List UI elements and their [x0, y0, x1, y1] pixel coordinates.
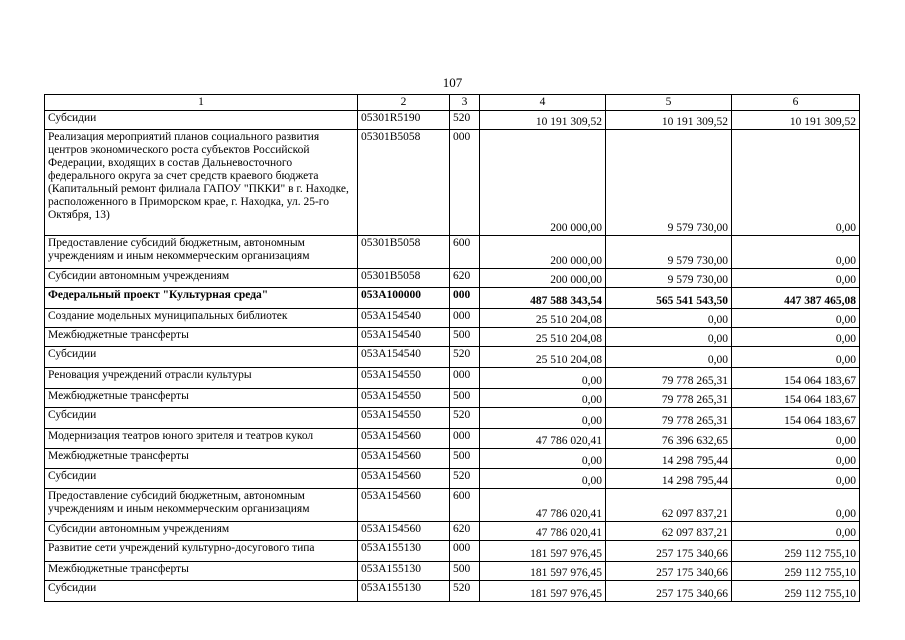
- row-value-3: 0,00: [732, 328, 860, 347]
- row-name: Модернизация театров юного зрителя и театров кукол: [45, 429, 358, 449]
- row-value-1: 0,00: [480, 368, 606, 389]
- row-code: 05301B5058: [358, 130, 450, 236]
- row-name: Субсидии: [45, 581, 358, 602]
- row-value-1: 0,00: [480, 408, 606, 429]
- row-code: 05301R5190: [358, 111, 450, 130]
- row-value-3: 154 064 183,67: [732, 408, 860, 429]
- row-value-3: 0,00: [732, 269, 860, 288]
- row-group-code: 500: [450, 328, 480, 347]
- row-group-code: 520: [450, 347, 480, 368]
- row-value-2: 10 191 309,52: [606, 111, 732, 130]
- row-value-2: 79 778 265,31: [606, 408, 732, 429]
- row-code: 053A154560: [358, 469, 450, 489]
- row-value-3: 10 191 309,52: [732, 111, 860, 130]
- row-value-3: 0,00: [732, 469, 860, 489]
- row-value-1: 487 588 343,54: [480, 288, 606, 309]
- row-value-3: 0,00: [732, 449, 860, 469]
- row-code: 053A154540: [358, 309, 450, 328]
- table-row: [45, 130, 860, 236]
- row-group-code: 520: [450, 111, 480, 130]
- row-group-code: 000: [450, 288, 480, 309]
- row-value-2: 9 579 730,00: [606, 130, 732, 236]
- row-value-1: 200 000,00: [480, 269, 606, 288]
- table-row: [45, 429, 860, 449]
- row-value-3: 154 064 183,67: [732, 389, 860, 408]
- table-row: [45, 288, 860, 309]
- column-header: 4: [480, 95, 606, 111]
- row-value-1: 47 786 020,41: [480, 522, 606, 541]
- table-row: [45, 236, 860, 269]
- row-value-1: 0,00: [480, 389, 606, 408]
- row-value-1: 25 510 204,08: [480, 309, 606, 328]
- row-name: Межбюджетные трансферты: [45, 449, 358, 469]
- row-group-code: 500: [450, 562, 480, 581]
- row-value-2: 565 541 543,50: [606, 288, 732, 309]
- row-group-code: 500: [450, 389, 480, 408]
- row-name: Субсидии автономным учреждениям: [45, 522, 358, 541]
- row-value-2: 257 175 340,66: [606, 541, 732, 562]
- row-value-3: 0,00: [732, 309, 860, 328]
- row-group-code: 000: [450, 368, 480, 389]
- row-code: 053A154540: [358, 328, 450, 347]
- row-group-code: 500: [450, 449, 480, 469]
- row-group-code: 520: [450, 408, 480, 429]
- row-group-code: 620: [450, 269, 480, 288]
- budget-table: [44, 94, 860, 602]
- row-group-code: 520: [450, 469, 480, 489]
- row-code: 053A154550: [358, 368, 450, 389]
- row-name: Субсидии: [45, 408, 358, 429]
- table-row: [45, 469, 860, 489]
- table-row: [45, 522, 860, 541]
- table-row: [45, 541, 860, 562]
- column-header: 6: [732, 95, 860, 111]
- row-value-2: 79 778 265,31: [606, 368, 732, 389]
- row-name: Межбюджетные трансферты: [45, 562, 358, 581]
- row-value-1: 181 597 976,45: [480, 581, 606, 602]
- row-value-2: 79 778 265,31: [606, 389, 732, 408]
- row-name: Создание модельных муниципальных библиотек: [45, 309, 358, 328]
- row-value-3: 0,00: [732, 347, 860, 368]
- row-group-code: 620: [450, 522, 480, 541]
- row-name: Реновация учреждений отрасли культуры: [45, 368, 358, 389]
- table-row: [45, 347, 860, 368]
- row-value-3: 0,00: [732, 489, 860, 522]
- column-header: 5: [606, 95, 732, 111]
- row-group-code: 000: [450, 309, 480, 328]
- row-value-2: 257 175 340,66: [606, 581, 732, 602]
- row-value-3: 259 112 755,10: [732, 541, 860, 562]
- row-group-code: 000: [450, 130, 480, 236]
- row-name: Федеральный проект "Культурная среда": [45, 288, 358, 309]
- table-row: [45, 389, 860, 408]
- row-value-2: 0,00: [606, 328, 732, 347]
- row-value-3: 259 112 755,10: [732, 562, 860, 581]
- row-value-3: 259 112 755,10: [732, 581, 860, 602]
- row-code: 053A155130: [358, 581, 450, 602]
- row-name: Субсидии: [45, 347, 358, 368]
- row-name: Межбюджетные трансферты: [45, 328, 358, 347]
- row-value-2: 9 579 730,00: [606, 269, 732, 288]
- row-value-1: 0,00: [480, 449, 606, 469]
- row-code: 053A154540: [358, 347, 450, 368]
- row-code: 053A155130: [358, 541, 450, 562]
- row-name: Субсидии: [45, 469, 358, 489]
- row-value-2: 14 298 795,44: [606, 469, 732, 489]
- table-row: [45, 449, 860, 469]
- row-group-code: 000: [450, 541, 480, 562]
- row-code: 053A154560: [358, 449, 450, 469]
- column-header: 2: [358, 95, 450, 111]
- row-group-code: 600: [450, 236, 480, 269]
- page-number: 107: [442, 75, 463, 90]
- row-value-1: 47 786 020,41: [480, 489, 606, 522]
- row-name: Развитие сети учреждений культурно-досугового типа: [45, 541, 358, 562]
- row-value-3: 154 064 183,67: [732, 368, 860, 389]
- row-code: 05301B5058: [358, 269, 450, 288]
- row-group-code: 520: [450, 581, 480, 602]
- row-name: Реализация мероприятий планов социального развития центров экономического роста субъектов Российской Федерации, входящих в состав Дальневосточного федерального округа за счет средств краевого бюджета (Капитальный ремонт филиала ГАПОУ "ПККИ" в г. Находке, расположенного в Приморском крае, г. Находка, ул. 25-го Октября, 13): [45, 130, 358, 236]
- column-header: 1: [45, 95, 358, 111]
- row-code: 053A154550: [358, 389, 450, 408]
- row-value-1: 200 000,00: [480, 236, 606, 269]
- row-code: 053A154560: [358, 429, 450, 449]
- column-header: 3: [450, 95, 480, 111]
- row-value-3: 0,00: [732, 522, 860, 541]
- row-value-3: 447 387 465,08: [732, 288, 860, 309]
- row-value-2: 14 298 795,44: [606, 449, 732, 469]
- table-row: [45, 581, 860, 602]
- row-group-code: 600: [450, 489, 480, 522]
- row-name: Предоставление субсидий бюджетным, автономным учреждениям и иным некоммерческим организациям: [45, 236, 358, 269]
- row-code: 05301B5058: [358, 236, 450, 269]
- row-value-1: 25 510 204,08: [480, 328, 606, 347]
- row-name: Предоставление субсидий бюджетным, автономным учреждениям и иным некоммерческим организациям: [45, 489, 358, 522]
- row-value-2: 0,00: [606, 347, 732, 368]
- table-row: [45, 328, 860, 347]
- row-name: Субсидии автономным учреждениям: [45, 269, 358, 288]
- row-value-1: 200 000,00: [480, 130, 606, 236]
- row-value-2: 62 097 837,21: [606, 522, 732, 541]
- row-group-code: 000: [450, 429, 480, 449]
- table-row: [45, 368, 860, 389]
- row-value-1: 181 597 976,45: [480, 541, 606, 562]
- row-value-2: 9 579 730,00: [606, 236, 732, 269]
- row-code: 053A155130: [358, 562, 450, 581]
- row-value-1: 25 510 204,08: [480, 347, 606, 368]
- row-value-2: 76 396 632,65: [606, 429, 732, 449]
- row-value-3: 0,00: [732, 130, 860, 236]
- table-row: [45, 269, 860, 288]
- row-value-2: 257 175 340,66: [606, 562, 732, 581]
- table-row: [45, 562, 860, 581]
- row-name: Субсидии: [45, 111, 358, 130]
- row-name: Межбюджетные трансферты: [45, 389, 358, 408]
- row-value-1: 181 597 976,45: [480, 562, 606, 581]
- row-code: 053A100000: [358, 288, 450, 309]
- row-value-3: 0,00: [732, 236, 860, 269]
- row-value-1: 0,00: [480, 469, 606, 489]
- table-row: [45, 309, 860, 328]
- row-value-2: 0,00: [606, 309, 732, 328]
- row-value-3: 0,00: [732, 429, 860, 449]
- table-header-row: [45, 95, 860, 111]
- row-code: 053A154560: [358, 522, 450, 541]
- row-value-1: 47 786 020,41: [480, 429, 606, 449]
- row-value-2: 62 097 837,21: [606, 489, 732, 522]
- table-row: [45, 489, 860, 522]
- row-value-1: 10 191 309,52: [480, 111, 606, 130]
- table-row: [45, 408, 860, 429]
- row-code: 053A154550: [358, 408, 450, 429]
- row-code: 053A154560: [358, 489, 450, 522]
- table-row: [45, 111, 860, 130]
